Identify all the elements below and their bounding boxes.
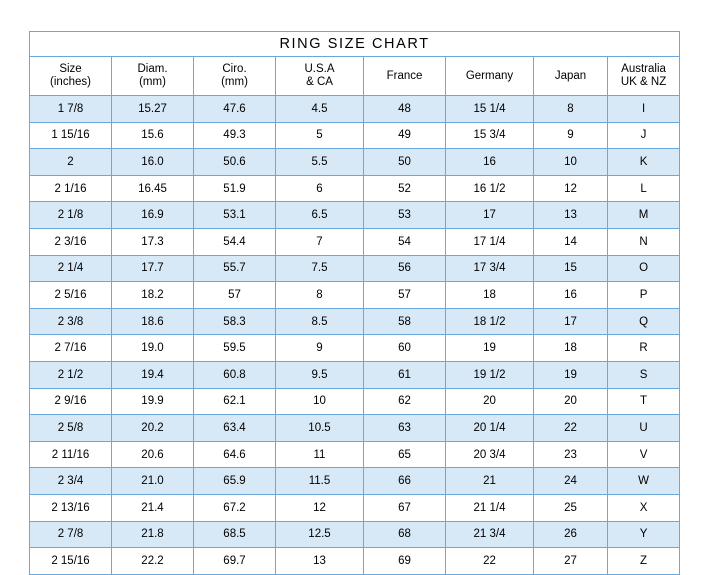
cell-diameter: 21.0 <box>112 468 194 495</box>
cell-japan: 14 <box>534 228 608 255</box>
table-row <box>30 521 680 548</box>
column-header-usa-ca <box>276 57 364 96</box>
table-row <box>30 122 680 149</box>
cell-size: 2 5/8 <box>30 415 112 442</box>
column-header-germany-line1: Germany <box>465 69 514 82</box>
table-row <box>30 202 680 229</box>
cell-diameter: 15.6 <box>112 122 194 149</box>
cell-diameter: 17.7 <box>112 255 194 282</box>
chart-title: RING SIZE CHART <box>30 32 680 57</box>
table-row <box>30 415 680 442</box>
cell-australia-uk-nz: T <box>608 388 680 415</box>
column-header-diameter-line2: (mm) <box>139 76 166 88</box>
cell-usa-ca: 9 <box>276 335 364 362</box>
cell-size: 2 3/4 <box>30 468 112 495</box>
cell-japan: 8 <box>534 96 608 123</box>
cell-diameter: 17.3 <box>112 228 194 255</box>
table-row <box>30 494 680 521</box>
cell-circumference: 63.4 <box>194 415 276 442</box>
cell-australia-uk-nz: O <box>608 255 680 282</box>
cell-diameter: 22.2 <box>112 548 194 575</box>
table-row <box>30 308 680 335</box>
cell-size: 2 1/16 <box>30 175 112 202</box>
cell-france: 68 <box>364 521 446 548</box>
cell-germany: 21 1/4 <box>446 494 534 521</box>
cell-france: 53 <box>364 202 446 229</box>
cell-japan: 15 <box>534 255 608 282</box>
cell-france: 61 <box>364 361 446 388</box>
cell-diameter: 16.9 <box>112 202 194 229</box>
cell-circumference: 50.6 <box>194 149 276 176</box>
column-header-circumference-line2: (mm) <box>221 76 248 88</box>
column-header-germany <box>446 57 534 96</box>
cell-australia-uk-nz: L <box>608 175 680 202</box>
cell-japan: 25 <box>534 494 608 521</box>
cell-size: 2 3/8 <box>30 308 112 335</box>
cell-usa-ca: 7 <box>276 228 364 255</box>
cell-germany: 17 3/4 <box>446 255 534 282</box>
cell-circumference: 54.4 <box>194 228 276 255</box>
cell-size: 2 1/8 <box>30 202 112 229</box>
cell-france: 52 <box>364 175 446 202</box>
column-header-france <box>364 57 446 96</box>
cell-circumference: 67.2 <box>194 494 276 521</box>
cell-germany: 15 1/4 <box>446 96 534 123</box>
cell-size: 2 7/16 <box>30 335 112 362</box>
cell-japan: 20 <box>534 388 608 415</box>
cell-france: 65 <box>364 441 446 468</box>
cell-circumference: 55.7 <box>194 255 276 282</box>
cell-circumference: 62.1 <box>194 388 276 415</box>
cell-australia-uk-nz: M <box>608 202 680 229</box>
table-row <box>30 96 680 123</box>
cell-france: 67 <box>364 494 446 521</box>
table-row <box>30 335 680 362</box>
cell-diameter: 19.9 <box>112 388 194 415</box>
cell-germany: 17 1/4 <box>446 228 534 255</box>
column-header-usa-ca-line1: U.S.A <box>304 63 335 75</box>
column-header-japan-line1: Japan <box>554 69 587 82</box>
cell-australia-uk-nz: N <box>608 228 680 255</box>
cell-usa-ca: 8 <box>276 282 364 309</box>
cell-circumference: 51.9 <box>194 175 276 202</box>
cell-size: 2 9/16 <box>30 388 112 415</box>
cell-japan: 23 <box>534 441 608 468</box>
column-header-diameter-line1: Diam. <box>137 63 168 75</box>
cell-germany: 20 3/4 <box>446 441 534 468</box>
cell-size: 2 5/16 <box>30 282 112 309</box>
cell-france: 57 <box>364 282 446 309</box>
cell-usa-ca: 12 <box>276 494 364 521</box>
cell-japan: 17 <box>534 308 608 335</box>
cell-usa-ca: 5.5 <box>276 149 364 176</box>
cell-diameter: 20.2 <box>112 415 194 442</box>
cell-france: 69 <box>364 548 446 575</box>
cell-germany: 18 <box>446 282 534 309</box>
cell-australia-uk-nz: S <box>608 361 680 388</box>
cell-germany: 15 3/4 <box>446 122 534 149</box>
cell-size: 2 15/16 <box>30 548 112 575</box>
column-header-france-line1: France <box>386 69 423 82</box>
cell-japan: 27 <box>534 548 608 575</box>
column-header-size <box>30 57 112 96</box>
cell-france: 50 <box>364 149 446 176</box>
column-header-japan <box>534 57 608 96</box>
cell-size: 2 7/8 <box>30 521 112 548</box>
table-row <box>30 548 680 575</box>
column-header-diameter <box>112 57 194 96</box>
cell-diameter: 19.4 <box>112 361 194 388</box>
cell-diameter: 16.0 <box>112 149 194 176</box>
cell-australia-uk-nz: U <box>608 415 680 442</box>
cell-australia-uk-nz: R <box>608 335 680 362</box>
column-header-australia-uk-nz-line2: UK & NZ <box>620 76 667 88</box>
cell-diameter: 15.27 <box>112 96 194 123</box>
cell-usa-ca: 8.5 <box>276 308 364 335</box>
cell-size: 1 15/16 <box>30 122 112 149</box>
cell-circumference: 60.8 <box>194 361 276 388</box>
table-row <box>30 228 680 255</box>
cell-usa-ca: 6.5 <box>276 202 364 229</box>
cell-diameter: 18.2 <box>112 282 194 309</box>
cell-france: 62 <box>364 388 446 415</box>
cell-usa-ca: 5 <box>276 122 364 149</box>
cell-germany: 19 <box>446 335 534 362</box>
cell-circumference: 49.3 <box>194 122 276 149</box>
table-row <box>30 282 680 309</box>
cell-diameter: 21.4 <box>112 494 194 521</box>
cell-size: 2 13/16 <box>30 494 112 521</box>
cell-germany: 21 <box>446 468 534 495</box>
table-row <box>30 388 680 415</box>
cell-circumference: 68.5 <box>194 521 276 548</box>
column-header-australia-uk-nz-line1: Australia <box>621 63 666 75</box>
cell-circumference: 69.7 <box>194 548 276 575</box>
cell-usa-ca: 12.5 <box>276 521 364 548</box>
cell-japan: 26 <box>534 521 608 548</box>
cell-diameter: 20.6 <box>112 441 194 468</box>
cell-circumference: 58.3 <box>194 308 276 335</box>
cell-circumference: 65.9 <box>194 468 276 495</box>
cell-australia-uk-nz: W <box>608 468 680 495</box>
table-row <box>30 361 680 388</box>
cell-france: 60 <box>364 335 446 362</box>
cell-france: 48 <box>364 96 446 123</box>
cell-japan: 9 <box>534 122 608 149</box>
cell-japan: 22 <box>534 415 608 442</box>
cell-australia-uk-nz: Z <box>608 548 680 575</box>
title-row <box>30 32 680 57</box>
cell-circumference: 47.6 <box>194 96 276 123</box>
table-row <box>30 149 680 176</box>
cell-australia-uk-nz: X <box>608 494 680 521</box>
cell-usa-ca: 10 <box>276 388 364 415</box>
cell-size: 2 3/16 <box>30 228 112 255</box>
cell-france: 63 <box>364 415 446 442</box>
cell-germany: 17 <box>446 202 534 229</box>
cell-france: 58 <box>364 308 446 335</box>
cell-australia-uk-nz: J <box>608 122 680 149</box>
cell-australia-uk-nz: K <box>608 149 680 176</box>
cell-size: 2 1/2 <box>30 361 112 388</box>
cell-japan: 19 <box>534 361 608 388</box>
cell-size: 1 7/8 <box>30 96 112 123</box>
cell-usa-ca: 13 <box>276 548 364 575</box>
table-row <box>30 175 680 202</box>
cell-usa-ca: 4.5 <box>276 96 364 123</box>
cell-circumference: 53.1 <box>194 202 276 229</box>
cell-france: 56 <box>364 255 446 282</box>
cell-size: 2 <box>30 149 112 176</box>
table-row <box>30 468 680 495</box>
cell-germany: 18 1/2 <box>446 308 534 335</box>
cell-australia-uk-nz: V <box>608 441 680 468</box>
ring-size-chart <box>29 31 679 575</box>
cell-circumference: 59.5 <box>194 335 276 362</box>
cell-diameter: 21.8 <box>112 521 194 548</box>
cell-size: 2 1/4 <box>30 255 112 282</box>
cell-australia-uk-nz: Y <box>608 521 680 548</box>
column-header-australia-uk-nz <box>608 57 680 96</box>
cell-diameter: 19.0 <box>112 335 194 362</box>
cell-usa-ca: 11 <box>276 441 364 468</box>
table-header-row <box>30 57 680 96</box>
cell-usa-ca: 7.5 <box>276 255 364 282</box>
column-header-circumference <box>194 57 276 96</box>
cell-australia-uk-nz: P <box>608 282 680 309</box>
table-row <box>30 441 680 468</box>
cell-usa-ca: 10.5 <box>276 415 364 442</box>
cell-germany: 20 <box>446 388 534 415</box>
column-header-usa-ca-line2: & CA <box>306 76 333 88</box>
cell-circumference: 57 <box>194 282 276 309</box>
column-header-circumference-line1: Ciro. <box>222 63 247 75</box>
cell-germany: 19 1/2 <box>446 361 534 388</box>
cell-usa-ca: 11.5 <box>276 468 364 495</box>
cell-japan: 16 <box>534 282 608 309</box>
cell-germany: 22 <box>446 548 534 575</box>
column-header-size-line2: (inches) <box>50 76 91 88</box>
cell-diameter: 18.6 <box>112 308 194 335</box>
cell-france: 49 <box>364 122 446 149</box>
cell-diameter: 16.45 <box>112 175 194 202</box>
cell-germany: 20 1/4 <box>446 415 534 442</box>
cell-usa-ca: 6 <box>276 175 364 202</box>
cell-japan: 10 <box>534 149 608 176</box>
cell-germany: 16 1/2 <box>446 175 534 202</box>
column-header-size-line1: Size <box>59 63 82 75</box>
cell-circumference: 64.6 <box>194 441 276 468</box>
cell-usa-ca: 9.5 <box>276 361 364 388</box>
table-row <box>30 255 680 282</box>
cell-germany: 16 <box>446 149 534 176</box>
cell-australia-uk-nz: I <box>608 96 680 123</box>
cell-australia-uk-nz: Q <box>608 308 680 335</box>
cell-japan: 13 <box>534 202 608 229</box>
cell-size: 2 11/16 <box>30 441 112 468</box>
cell-france: 54 <box>364 228 446 255</box>
ring-size-table <box>29 31 680 575</box>
cell-japan: 18 <box>534 335 608 362</box>
cell-france: 66 <box>364 468 446 495</box>
cell-japan: 12 <box>534 175 608 202</box>
cell-japan: 24 <box>534 468 608 495</box>
cell-germany: 21 3/4 <box>446 521 534 548</box>
